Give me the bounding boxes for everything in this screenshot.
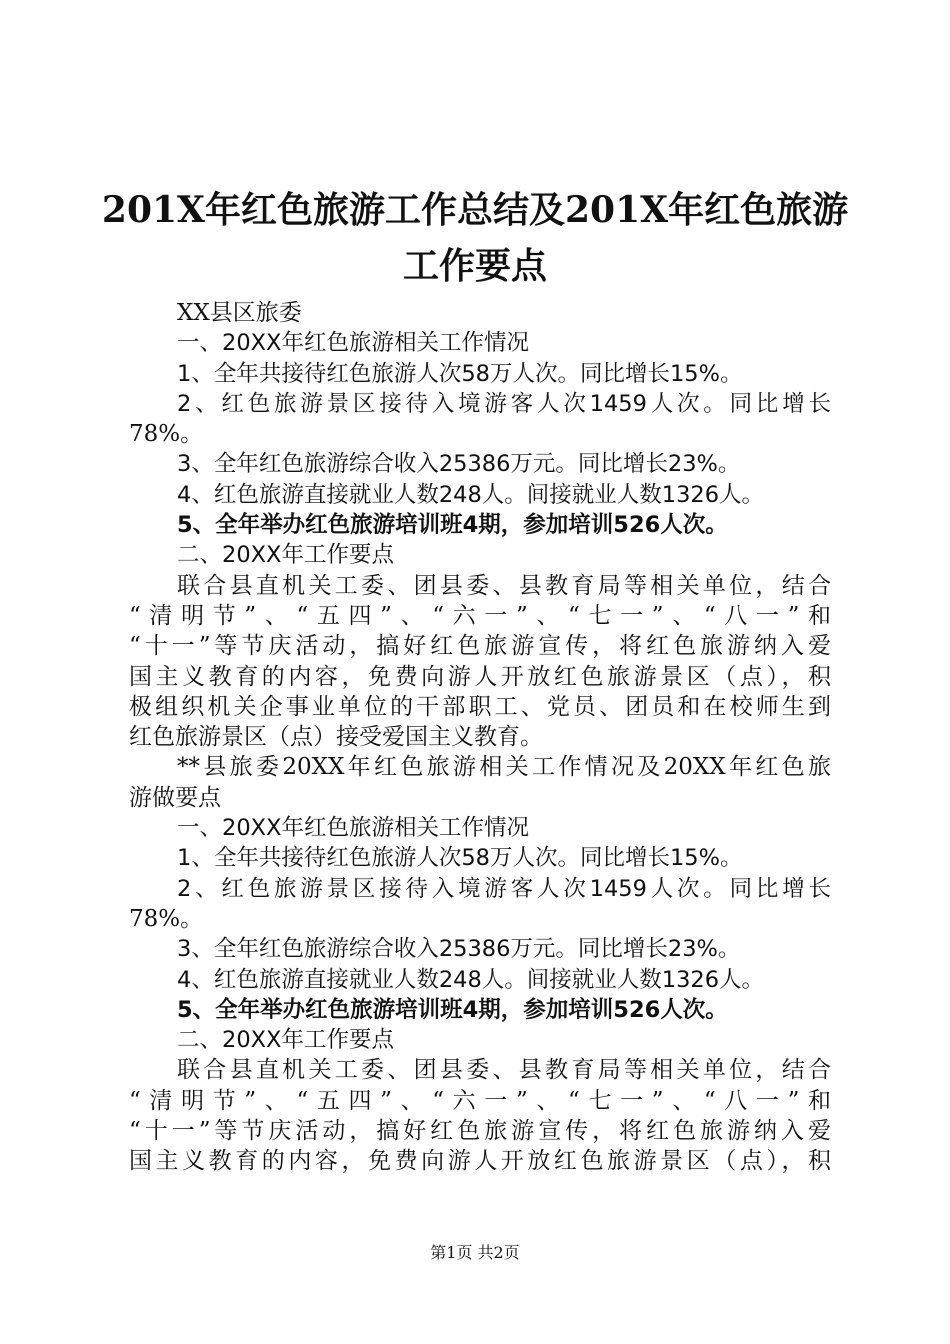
list-item: 3、全年红色旅游综合收入25386万元。同比增长23%。 [177, 451, 741, 478]
list-item: 2、红色旅游景区接待入境游客人次1459人次。同比增长 [177, 875, 831, 902]
paragraph-line: “清明节”、“五四”、“六一”、“七一”、“八一”和 [129, 1087, 831, 1114]
paragraph-line: “清明节”、“五四”、“六一”、“七一”、“八一”和 [129, 602, 831, 629]
list-item: 4、红色旅游直接就业人数248人。间接就业人数1326人。 [177, 481, 765, 508]
list-item: 5、全年举办红色旅游培训班4期，参加培训526人次。 [177, 996, 728, 1023]
paragraph-line: 联合县直机关工委、团县委、县教育局等相关单位，结合 [177, 572, 831, 599]
paragraph-line: 极组织机关企事业单位的干部职工、党员、团员和在校师生到 [129, 693, 831, 720]
author-line: XX县区旅委 [177, 300, 302, 326]
paragraph-line: 联合县直机关工委、团县委、县教育局等相关单位，结合 [177, 1057, 831, 1084]
list-item-continuation: 78%。 [129, 421, 204, 448]
section-heading: 一、20XX年红色旅游相关工作情况 [177, 330, 529, 357]
section-heading: 二、20XX年工作要点 [177, 1027, 394, 1054]
paragraph-line: “十一”等节庆活动，搞好红色旅游宣传，将红色旅游纳入爱 [129, 633, 831, 660]
paragraph-line: 国主义教育的内容，免费向游人开放红色旅游景区（点），积 [129, 663, 831, 690]
list-item: 5、全年举办红色旅游培训班4期，参加培训526人次。 [177, 512, 728, 539]
list-item: 3、全年红色旅游综合收入25386万元。同比增长23%。 [177, 936, 741, 963]
section-heading: 一、20XX年红色旅游相关工作情况 [177, 815, 529, 842]
paragraph-line: 游做要点 [129, 784, 221, 811]
document-title-line-1: 201X年红色旅游工作总结及201X年红色旅游 [101, 189, 849, 231]
paragraph-line: 红色旅游景区（点）接受爱国主义教育。 [129, 724, 543, 751]
paragraph-line: 国主义教育的内容，免费向游人开放红色旅游景区（点），积 [129, 1148, 831, 1175]
section-heading: 二、20XX年工作要点 [177, 542, 394, 569]
list-item: 2、红色旅游景区接待入境游客人次1459人次。同比增长 [177, 390, 831, 417]
list-item: 1、全年共接待红色旅游人次58万人次。同比增长15%。 [177, 845, 743, 872]
paragraph-line: “十一”等节庆活动，搞好红色旅游宣传，将红色旅游纳入爱 [129, 1118, 831, 1145]
document-body [129, 298, 831, 1177]
list-item-continuation: 78%。 [129, 905, 204, 932]
list-item: 1、全年共接待红色旅游人次58万人次。同比增长15%。 [177, 360, 743, 387]
document-title-line-2: 工作要点 [402, 245, 547, 287]
paragraph-line: **县旅委20XX年红色旅游相关工作情况及20XX年红色旅 [177, 754, 831, 781]
page-number-footer: 第1页 共2页 [430, 1243, 520, 1262]
list-item: 4、红色旅游直接就业人数248人。间接就业人数1326人。 [177, 966, 765, 993]
